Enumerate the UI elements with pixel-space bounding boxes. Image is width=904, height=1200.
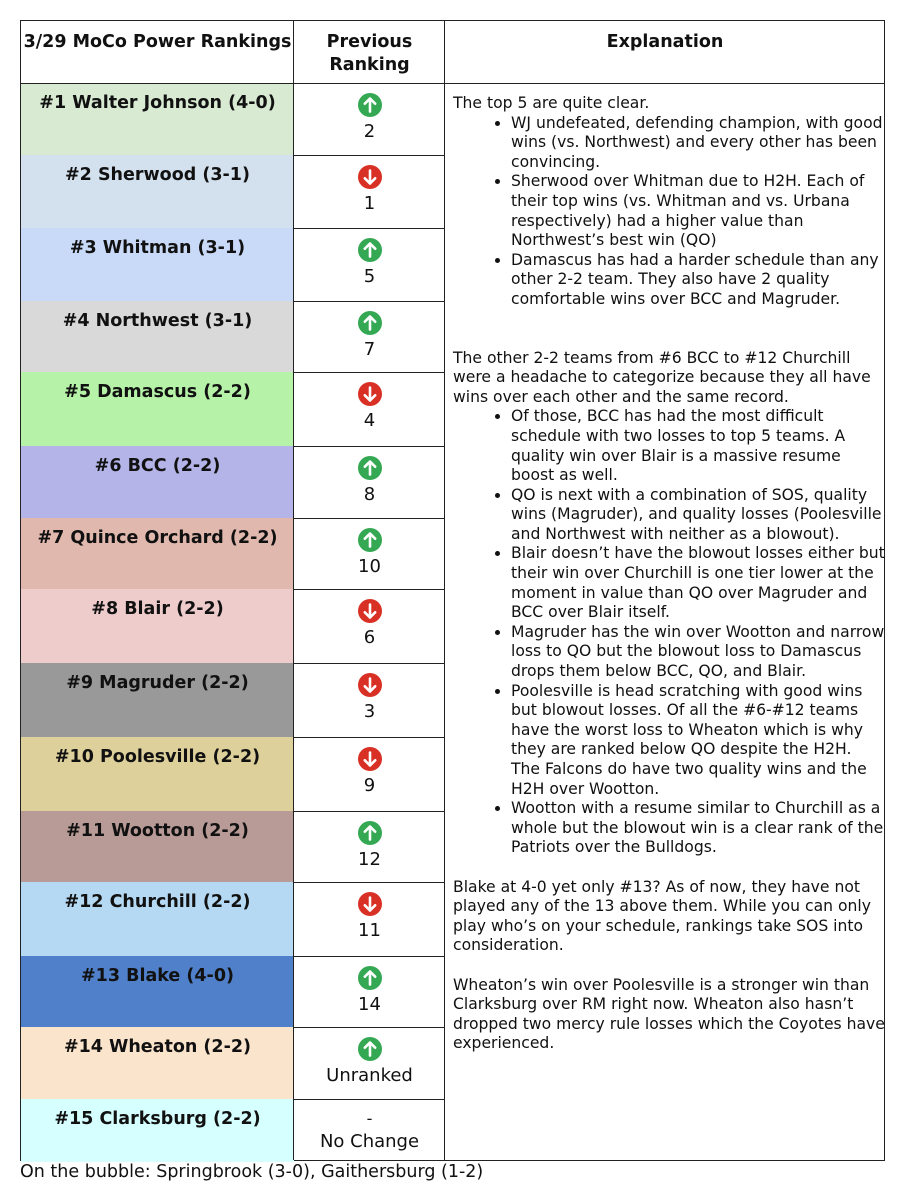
previous-ranking-value: 1 [363,193,376,214]
list-item: • QO is next with a combination of SOS, quality wins (Magruder), and quality losses (Poolesville and Northwest with neither as a blowout). [511,486,885,545]
list-item: • Blair doesn’t have the blowout losses either but their win over Churchill is one tier lower at the moment in value than QO over Magruder and BCC over Blair itself. [511,544,885,622]
list-item: • Of those, BCC has had the most difficult schedule with two losses to top 5 teams. A quality win over Blair is a massive resume boost as well. [511,407,885,485]
previous-ranking-value: 3 [363,701,376,722]
trend-marker: - [366,1109,373,1128]
arrow-up-icon [358,456,382,480]
team-name-cell: #3 Whitman (3-1) [21,228,294,301]
team-name-cell: #11 Wootton (2-2) [21,811,294,882]
arrow-up-icon [358,966,382,990]
previous-ranking-cell [294,589,445,663]
team-name-cell: #8 Blair (2-2) [21,589,294,663]
previous-ranking-cell [294,155,445,228]
arrow-down-icon [358,673,382,697]
arrow-up-icon [358,528,382,552]
previous-ranking-value: 12 [358,849,381,870]
rankings-table [20,20,885,1161]
team-name-cell: #5 Damascus (2-2) [21,372,294,446]
team-name-cell: #4 Northwest (3-1) [21,301,294,372]
header-explanation: Explanation [606,32,724,52]
column-divider [444,21,445,1160]
previous-ranking-cell [294,1099,445,1162]
team-name-cell: #7 Quince Orchard (2-2) [21,518,294,589]
team-name-cell: #15 Clarksburg (2-2) [21,1099,294,1162]
previous-ranking-value: 11 [358,920,381,941]
list-item: • Poolesville is head scratching with good wins but blowout losses. Of all the #6-#12 teams have the worst loss to Wheaton which is why they are ranked below QO despite the H2H. The Falcons do have two quality wins and the H2H over Wootton. [511,682,885,800]
previous-ranking-value: 2 [363,121,376,142]
previous-ranking-cell [294,1027,445,1099]
previous-ranking-cell [294,737,445,811]
previous-ranking-cell [294,956,445,1027]
list-item: • Damascus has had a harder schedule than any other 2-2 team. They also have 2 quality comfortable wins over BCC and Magruder. [511,251,885,310]
previous-ranking-cell [294,301,445,372]
explanation-list-1 [453,114,885,310]
team-name-cell: #13 Blake (4-0) [21,956,294,1027]
arrow-down-icon [358,165,382,189]
previous-ranking-value: Unranked [326,1065,413,1086]
previous-ranking-value: 9 [363,775,376,796]
arrow-up-icon [358,311,382,335]
previous-ranking-value: 7 [363,339,376,360]
previous-ranking-cell [294,372,445,446]
explanation-paragraph: Blake at 4-0 yet only #13? As of now, they have not played any of the 13 above them. While you can only play who’s on your schedule, rankings take SOS into consideration. [453,877,871,955]
arrow-down-icon [358,382,382,406]
previous-ranking-value: 5 [363,266,376,287]
previous-ranking-value: 10 [358,556,381,577]
previous-ranking-value: 4 [363,410,376,431]
previous-ranking-cell [294,518,445,589]
explanation-list-2 [453,407,885,858]
on-the-bubble-note: On the bubble: Springbrook (3-0), Gaithersburg (1-2) [20,1162,484,1182]
list-item: • Wootton with a resume similar to Churchill as a whole but the blowout win is a clear rank of the Patriots over the Bulldogs. [511,799,885,858]
previous-ranking-value: No Change [319,1131,420,1152]
explanation-cell [453,94,885,1054]
list-item: • Sherwood over Whitman due to H2H. Each of their top wins (vs. Whitman and vs. Urbana respectively) had a higher value than Northwest’s best win (QO) [511,172,885,250]
team-name-cell: #14 Wheaton (2-2) [21,1027,294,1099]
previous-ranking-cell [294,446,445,518]
team-name-cell: #2 Sherwood (3-1) [21,155,294,228]
explanation-paragraph: The top 5 are quite clear. [453,94,650,112]
explanation-paragraph: Wheaton’s win over Poolesville is a stronger win than Clarksburg over RM right now. Wheaton also hasn’t dropped two mercy rule losses which the Coyotes have experienced. [453,975,885,1053]
team-name-cell: #6 BCC (2-2) [21,446,294,518]
previous-ranking-value: 8 [363,484,376,505]
arrow-down-icon [358,892,382,916]
arrow-down-icon [358,599,382,623]
arrow-up-icon [358,821,382,845]
team-name-cell: #1 Walter Johnson (4-0) [21,83,294,155]
previous-ranking-cell [294,663,445,737]
previous-ranking-value: 14 [358,994,381,1015]
header-previous-ranking: Previous Ranking [326,32,413,75]
arrow-up-icon [358,238,382,262]
previous-ranking-cell [294,83,445,155]
column-divider [293,21,294,1160]
arrow-down-icon [358,747,382,771]
list-item: • Magruder has the win over Wootton and narrow loss to QO but the blowout loss to Damascus drops them below BCC, QO, and Blair. [511,623,885,682]
team-name-cell: #10 Poolesville (2-2) [21,737,294,811]
previous-ranking-value: 6 [363,627,376,648]
header-divider [21,83,884,84]
arrow-up-icon [358,93,382,117]
previous-ranking-cell [294,882,445,956]
explanation-paragraph: The other 2-2 teams from #6 BCC to #12 Churchill were a headache to categorize because they all have wins over each other and the same record. [453,348,871,406]
team-name-cell: #9 Magruder (2-2) [21,663,294,737]
previous-ranking-cell [294,811,445,882]
team-name-cell: #12 Churchill (2-2) [21,882,294,956]
arrow-up-icon [358,1037,382,1061]
list-item: • WJ undefeated, defending champion, with good wins (vs. Northwest) and every other has been convincing. [511,114,885,173]
previous-ranking-cell [294,228,445,301]
header-rankings: 3/29 MoCo Power Rankings [23,32,292,52]
